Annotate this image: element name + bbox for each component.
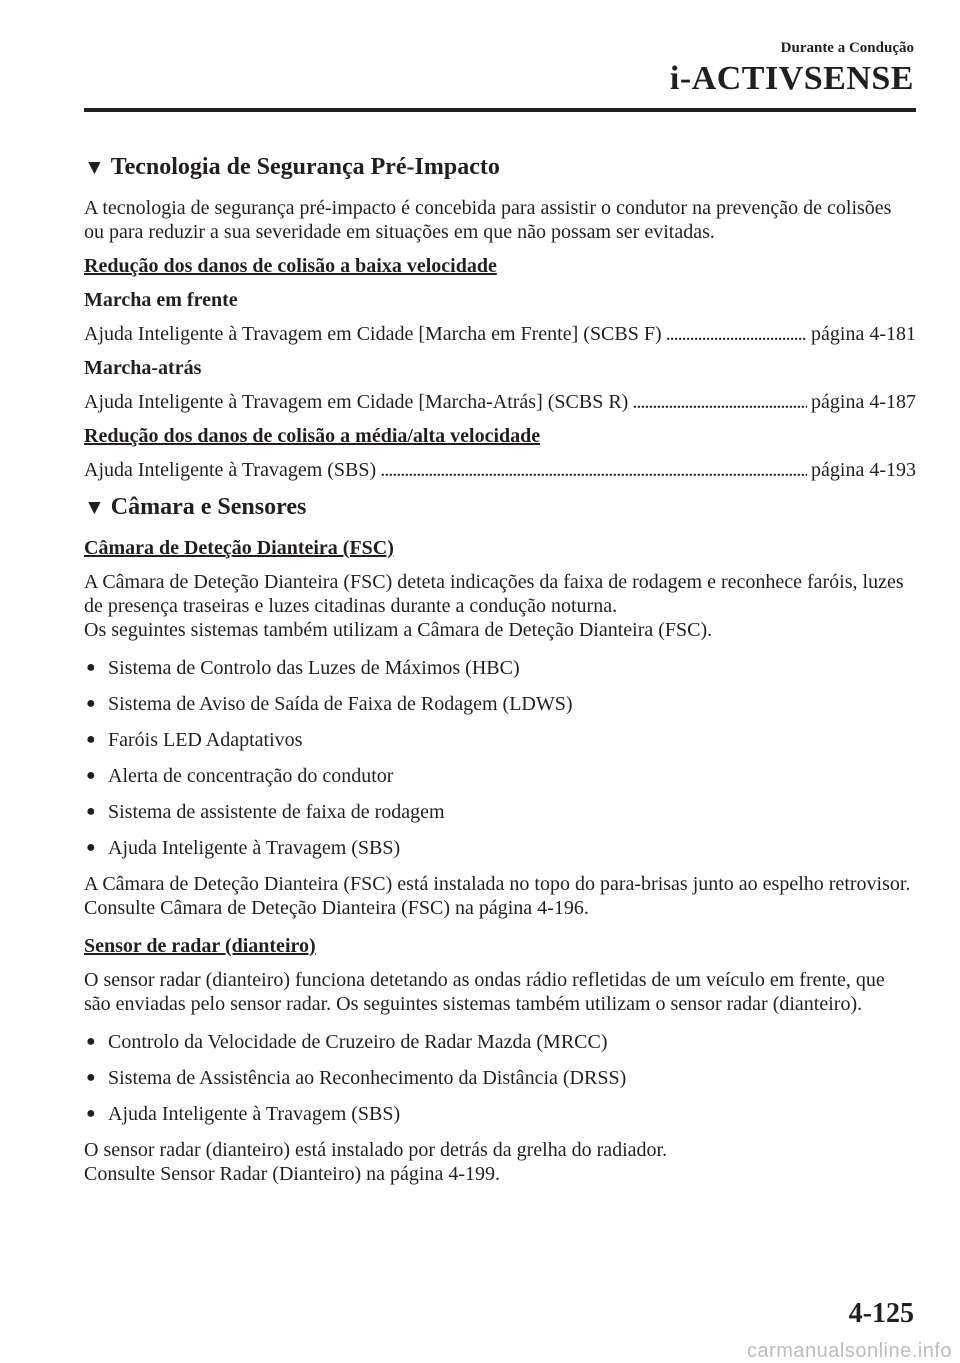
toc-entry-text: Ajuda Inteligente à Travagem em Cidade [Marcha em Frente] (SCBS F) [84, 323, 662, 345]
header-title: i-ACTIVSENSE [669, 60, 914, 97]
fsc-description [84, 570, 916, 642]
fsc-desc-1: A Câmara de Deteção Dianteira (FSC) deteta indicações da faixa de rodagem e reconhece faróis, luzes de presença traseiras e luzes citadinas durante a condução noturna. [84, 571, 904, 617]
list-item-text: Sistema de assistente de faixa de rodagem [108, 801, 445, 823]
fsc-install-text: A Câmara de Deteção Dianteira (FSC) está instalada no topo do para-brisas junto ao espelho retrovisor. [84, 873, 911, 895]
list-item-text: Sistema de Assistência ao Reconhecimento da Distância (DRSS) [108, 1067, 627, 1089]
toc-entry-page: página 4-181 [811, 323, 916, 345]
list-item-text: Alerta de concentração do condutor [108, 765, 394, 787]
pre-impact-intro: A tecnologia de segurança pré-impacto é concebida para assistir o condutor na prevenção de colisões ou para reduzir a sua severidade em situações em que não possam ser evitadas. [84, 197, 892, 243]
fsc-heading: Câmara de Deteção Dianteira (FSC) [84, 537, 394, 559]
list-item [84, 764, 916, 788]
list-item [84, 656, 916, 680]
list-item-text: Sistema de Controlo das Luzes de Máximos (HBC) [108, 657, 520, 679]
list-item [84, 800, 916, 824]
bullet-icon: ● [86, 1105, 96, 1122]
list-item-text: Ajuda Inteligente à Travagem (SBS) [108, 1103, 401, 1125]
section-heading-text: Câmara e Sensores [110, 494, 307, 520]
toc-entry-scbs-r[interactable] [84, 390, 916, 414]
section-heading-pre-impact [84, 152, 916, 182]
bullet-icon: ● [86, 839, 96, 856]
bullet-icon: ● [86, 803, 96, 820]
list-item-text: Sistema de Aviso de Saída de Faixa de Rodagem (LDWS) [108, 693, 573, 715]
bullet-icon: ● [86, 767, 96, 784]
toc-leader [632, 390, 807, 414]
toc-entry-page: página 4-193 [811, 459, 916, 481]
list-item [84, 728, 916, 752]
radar-heading: Sensor de radar (dianteiro) [84, 935, 316, 957]
triangle-down-icon: ▼ [84, 495, 105, 519]
radar-system-list [84, 1030, 916, 1126]
section-heading-text: Tecnologia de Segurança Pré-Impacto [110, 154, 500, 180]
header-rule [84, 108, 916, 112]
toc-entry-scbs-f[interactable] [84, 322, 916, 346]
bullet-icon: ● [86, 1033, 96, 1050]
radar-description: O sensor radar (dianteiro) funciona detetando as ondas rádio refletidas de um veículo em frente, que são enviadas pelo sensor radar. Os seguintes sistemas também utilizam o sensor radar (dianteiro). [84, 969, 885, 1015]
toc-entry-text: Ajuda Inteligente à Travagem (SBS) [84, 459, 377, 481]
list-item [84, 836, 916, 860]
radar-install-text: O sensor radar (dianteiro) está instalado por detrás da grelha do radiador. [84, 1139, 668, 1161]
radar-install [84, 1138, 916, 1186]
forward-label: Marcha em frente [84, 289, 238, 311]
page-number: 4-125 [848, 1298, 914, 1329]
fsc-ref-text: Consulte Câmara de Deteção Dianteira (FSC) na página 4-196. [84, 897, 589, 919]
watermark: carmanualsonline.info [746, 1340, 952, 1362]
toc-entry-text: Ajuda Inteligente à Travagem em Cidade [Marcha-Atrás] (SCBS R) [84, 391, 629, 413]
bullet-icon: ● [86, 695, 96, 712]
low-speed-heading: Redução dos danos de colisão a baixa velocidade [84, 255, 497, 277]
toc-entry-page: página 4-187 [811, 391, 916, 413]
reverse-label: Marcha-atrás [84, 357, 202, 379]
list-item [84, 1030, 916, 1054]
list-item-text: Faróis LED Adaptativos [108, 729, 303, 751]
list-item-text: Controlo da Velocidade de Cruzeiro de Radar Mazda (MRCC) [108, 1031, 608, 1053]
fsc-desc-2: Os seguintes sistemas também utilizam a Câmara de Deteção Dianteira (FSC). [84, 619, 713, 641]
toc-leader [380, 458, 807, 482]
header-chapter: Durante a Condução [780, 40, 914, 56]
list-item [84, 692, 916, 716]
high-speed-heading: Redução dos danos de colisão a média/alta velocidade [84, 425, 541, 447]
section-heading-camera-sensors [84, 492, 916, 522]
page-content [84, 152, 916, 1196]
fsc-install [84, 872, 916, 920]
toc-entry-sbs[interactable] [84, 458, 916, 482]
fsc-system-list [84, 656, 916, 860]
list-item-text: Ajuda Inteligente à Travagem (SBS) [108, 837, 401, 859]
bullet-icon: ● [86, 1069, 96, 1086]
radar-ref-text: Consulte Sensor Radar (Dianteiro) na página 4-199. [84, 1163, 501, 1185]
triangle-down-icon: ▼ [84, 155, 105, 179]
list-item [84, 1066, 916, 1090]
list-item [84, 1102, 916, 1126]
toc-leader [666, 322, 807, 346]
bullet-icon: ● [86, 659, 96, 676]
bullet-icon: ● [86, 731, 96, 748]
